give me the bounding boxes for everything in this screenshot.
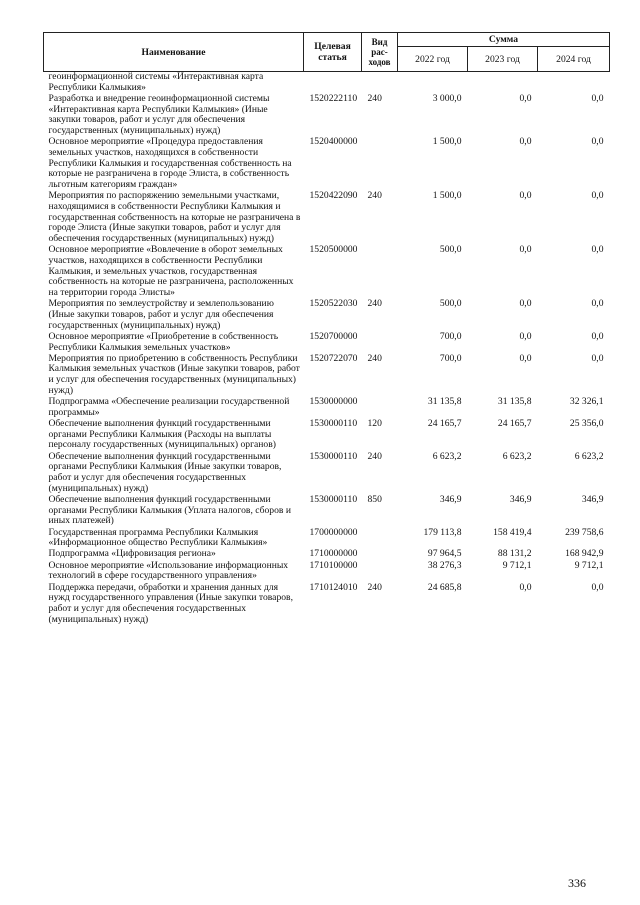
cell-name: Государственная программа Республики Калмыкия «Информационное общество Республики Калмыкия» xyxy=(48,526,268,549)
cell-amount-2022: 31 135,8 xyxy=(427,396,462,408)
cell-amount-2023: 0,0 xyxy=(519,244,532,256)
cell-amount-2024: 0,0 xyxy=(591,190,604,202)
cell-expense-type: 240 xyxy=(367,450,382,462)
cell-target-article: 1520400000 xyxy=(309,136,358,148)
cell-amount-2022: 1 500,0 xyxy=(432,190,462,202)
header-sum: Сумма xyxy=(398,33,610,47)
cell-amount-2024: 239 758,6 xyxy=(565,526,604,538)
table-row xyxy=(44,452,610,495)
page-number: 336 xyxy=(568,876,586,890)
cell-target-article: 1520222110 xyxy=(309,92,358,104)
cell-amount-2022: 38 276,3 xyxy=(427,559,462,571)
cell-amount-2023 xyxy=(468,72,538,94)
cell-target-article: 1520700000 xyxy=(309,330,358,342)
cell-target-article: 1520422090 xyxy=(309,190,358,202)
header-year-2022: 2022 год xyxy=(398,47,468,72)
header-target-article: Целевая статья xyxy=(304,33,362,72)
cell-amount-2024: 0,0 xyxy=(591,581,604,593)
header-expense-type: Вид рас-ходов xyxy=(362,33,398,72)
cell-amount-2023: 0,0 xyxy=(519,298,532,310)
table-row xyxy=(44,528,610,550)
cell-amount-2023: 0,0 xyxy=(519,190,532,202)
cell-target-article: 1710124010 xyxy=(309,581,358,593)
table-row xyxy=(44,94,610,137)
table-row xyxy=(44,137,610,191)
cell-name: геоинформационной системы «Интерактивная карта Республики Калмыкия» xyxy=(48,71,264,93)
table-row xyxy=(44,583,610,626)
cell-name: Мероприятия по приобретению в собственность Республики Калмыкия земельных участков (Иные закупки товаров, работ и услуг для обеспечения государственных (муниципальных) нужд) xyxy=(48,352,300,396)
cell-amount-2023: 0,0 xyxy=(519,92,532,104)
table-row xyxy=(44,495,610,528)
cell-amount-2023: 158 419,4 xyxy=(493,526,532,538)
cell-expense-type: 240 xyxy=(367,298,382,310)
cell-amount-2024: 0,0 xyxy=(591,298,604,310)
cell-expense-type: 240 xyxy=(367,352,382,364)
cell-name: Основное мероприятие «Вовлечение в оборот земельных участков, находящихся в собственности Республики Калмыкия, и земельных участков, государственная собственность на которые не разграничена, расположенных на территории города Элисты» xyxy=(48,244,294,299)
cell-amount-2024: 6 623,2 xyxy=(574,450,604,462)
table-row xyxy=(44,419,610,452)
cell-name: Подпрограмма «Обеспечение реализации государственной программы» xyxy=(48,396,290,418)
table-row xyxy=(44,72,610,94)
cell-target-article: 1520722070 xyxy=(309,352,358,364)
table-row xyxy=(44,354,610,397)
cell-target-article: 1530000000 xyxy=(309,396,358,408)
header-year-2024: 2024 год xyxy=(538,47,610,72)
cell-expense-type: 240 xyxy=(367,190,382,202)
table-row xyxy=(44,299,610,332)
cell-expense-type xyxy=(362,561,398,583)
cell-amount-2022: 1 500,0 xyxy=(432,136,462,148)
cell-name: Обеспечение выполнения функций государственными органами Республики Калмыкия (Уплата налогов, сборов и иных платежей) xyxy=(48,493,291,527)
table-header xyxy=(44,33,610,72)
cell-expense-type xyxy=(362,332,398,354)
cell-target-article: 1530000110 xyxy=(309,493,358,505)
cell-expense-type: 120 xyxy=(367,418,382,429)
cell-name: Основное мероприятие «Процедура предоставления земельных участков, находящихся в собственности Республики Калмыкия и государственная собственность на которые не разграничена в городе Элиста, в собственность льготным категориям граждан» xyxy=(48,136,292,191)
cell-amount-2023: 9 712,1 xyxy=(502,559,532,571)
cell-amount-2022: 179 113,8 xyxy=(423,526,462,538)
cell-amount-2023: 0,0 xyxy=(519,352,532,364)
table-body xyxy=(44,72,610,626)
cell-target-article: 1710100000 xyxy=(309,559,358,571)
cell-amount-2022: 346,9 xyxy=(439,493,462,505)
cell-name: Основное мероприятие «Приобретение в собственность Республики Калмыкия земельных участков» xyxy=(48,330,279,353)
header-year-2023: 2023 год xyxy=(468,47,538,72)
cell-target-article: 1700000000 xyxy=(309,526,358,538)
table-row xyxy=(44,549,610,560)
table-row xyxy=(44,245,610,299)
cell-target-article: 1530000110 xyxy=(309,418,358,429)
cell-amount-2023: 0,0 xyxy=(519,330,532,342)
cell-name: Поддержка передачи, обработки и хранения данных для нужд государственного управления (Иные закупки товаров, работ и услуг для обеспечения государственных (муниципальных) нужд) xyxy=(48,581,293,625)
cell-expense-type xyxy=(362,72,398,94)
cell-amount-2023: 6 623,2 xyxy=(502,450,532,462)
header-name: Наименование xyxy=(44,33,304,72)
cell-amount-2023: 31 135,8 xyxy=(497,396,532,408)
cell-amount-2024: 0,0 xyxy=(591,330,604,342)
cell-amount-2023: 0,0 xyxy=(519,136,532,148)
cell-amount-2024: 32 326,1 xyxy=(569,396,604,408)
cell-name: Мероприятия по распоряжению земельными участками, находящимися в собственности Республики Калмыкия и государственная собственность на которые не разграничена в городе Элиста (Иные закупки товаров, работ и услуг для обеспечения государственных (муниципальных) нужд) xyxy=(48,190,301,245)
table-row xyxy=(44,191,610,245)
cell-name: Основное мероприятие «Использование информационных технологий в сфере государственного управления» xyxy=(48,559,289,582)
table-row xyxy=(44,397,610,419)
cell-amount-2022: 3 000,0 xyxy=(432,92,462,104)
table-row xyxy=(44,561,610,583)
cell-target-article: 1520500000 xyxy=(309,244,358,256)
cell-amount-2022: 700,0 xyxy=(439,330,462,342)
cell-amount-2024 xyxy=(538,72,610,94)
cell-target-article xyxy=(304,72,362,94)
cell-amount-2023: 24 165,7 xyxy=(497,418,532,429)
budget-table xyxy=(43,32,610,626)
cell-amount-2023: 88 131,2 xyxy=(497,548,532,560)
cell-amount-2024: 0,0 xyxy=(591,92,604,104)
cell-expense-type xyxy=(362,137,398,191)
cell-amount-2022: 500,0 xyxy=(439,244,462,256)
cell-expense-type: 240 xyxy=(367,581,382,593)
cell-amount-2022: 24 685,8 xyxy=(427,581,462,593)
cell-amount-2024: 25 356,0 xyxy=(569,418,604,429)
cell-amount-2024: 9 712,1 xyxy=(574,559,604,571)
cell-amount-2022: 24 165,7 xyxy=(427,418,462,429)
cell-expense-type: 240 xyxy=(367,92,382,104)
cell-amount-2024: 168 942,9 xyxy=(565,548,604,560)
cell-amount-2023: 346,9 xyxy=(509,493,532,505)
cell-name: Мероприятия по землеустройству и землепользованию (Иные закупки товаров, работ и услуг для обеспечения государственных (муниципальных) нужд) xyxy=(48,298,274,331)
cell-expense-type xyxy=(362,245,398,299)
cell-expense-type xyxy=(362,528,398,550)
cell-name: Обеспечение выполнения функций государственными органами Республики Калмыкия (Иные закупки товаров, работ и услуг для обеспечения государственных (муниципальных) нужд) xyxy=(48,450,282,494)
cell-amount-2022: 97 964,5 xyxy=(427,548,462,560)
cell-expense-type xyxy=(362,549,398,560)
cell-target-article: 1530000110 xyxy=(309,450,358,462)
cell-amount-2024: 346,9 xyxy=(581,493,604,505)
cell-target-article: 1710000000 xyxy=(309,548,358,560)
cell-expense-type xyxy=(362,397,398,419)
cell-target-article: 1520522030 xyxy=(309,298,358,310)
cell-name: Подпрограмма «Цифровизация региона» xyxy=(48,548,216,560)
cell-amount-2024: 0,0 xyxy=(591,244,604,256)
cell-amount-2022: 6 623,2 xyxy=(432,450,462,462)
cell-expense-type: 850 xyxy=(367,493,382,505)
cell-amount-2022 xyxy=(398,72,468,94)
cell-name: Обеспечение выполнения функций государственными органами Республики Калмыкия (Расходы на выплаты персоналу государственных (муниципальных) органов) xyxy=(48,418,276,451)
cell-amount-2024: 0,0 xyxy=(591,352,604,364)
cell-amount-2023: 0,0 xyxy=(519,581,532,593)
cell-amount-2024: 0,0 xyxy=(591,136,604,148)
cell-amount-2022: 500,0 xyxy=(439,298,462,310)
cell-name: Разработка и внедрение геоинформационной системы «Интерактивная карта Республики Калмыкия» (Иные закупки товаров, работ и услуг для обеспечения государственных (муниципальных) нужд) xyxy=(48,92,270,137)
cell-amount-2022: 700,0 xyxy=(439,352,462,364)
table-row xyxy=(44,332,610,354)
